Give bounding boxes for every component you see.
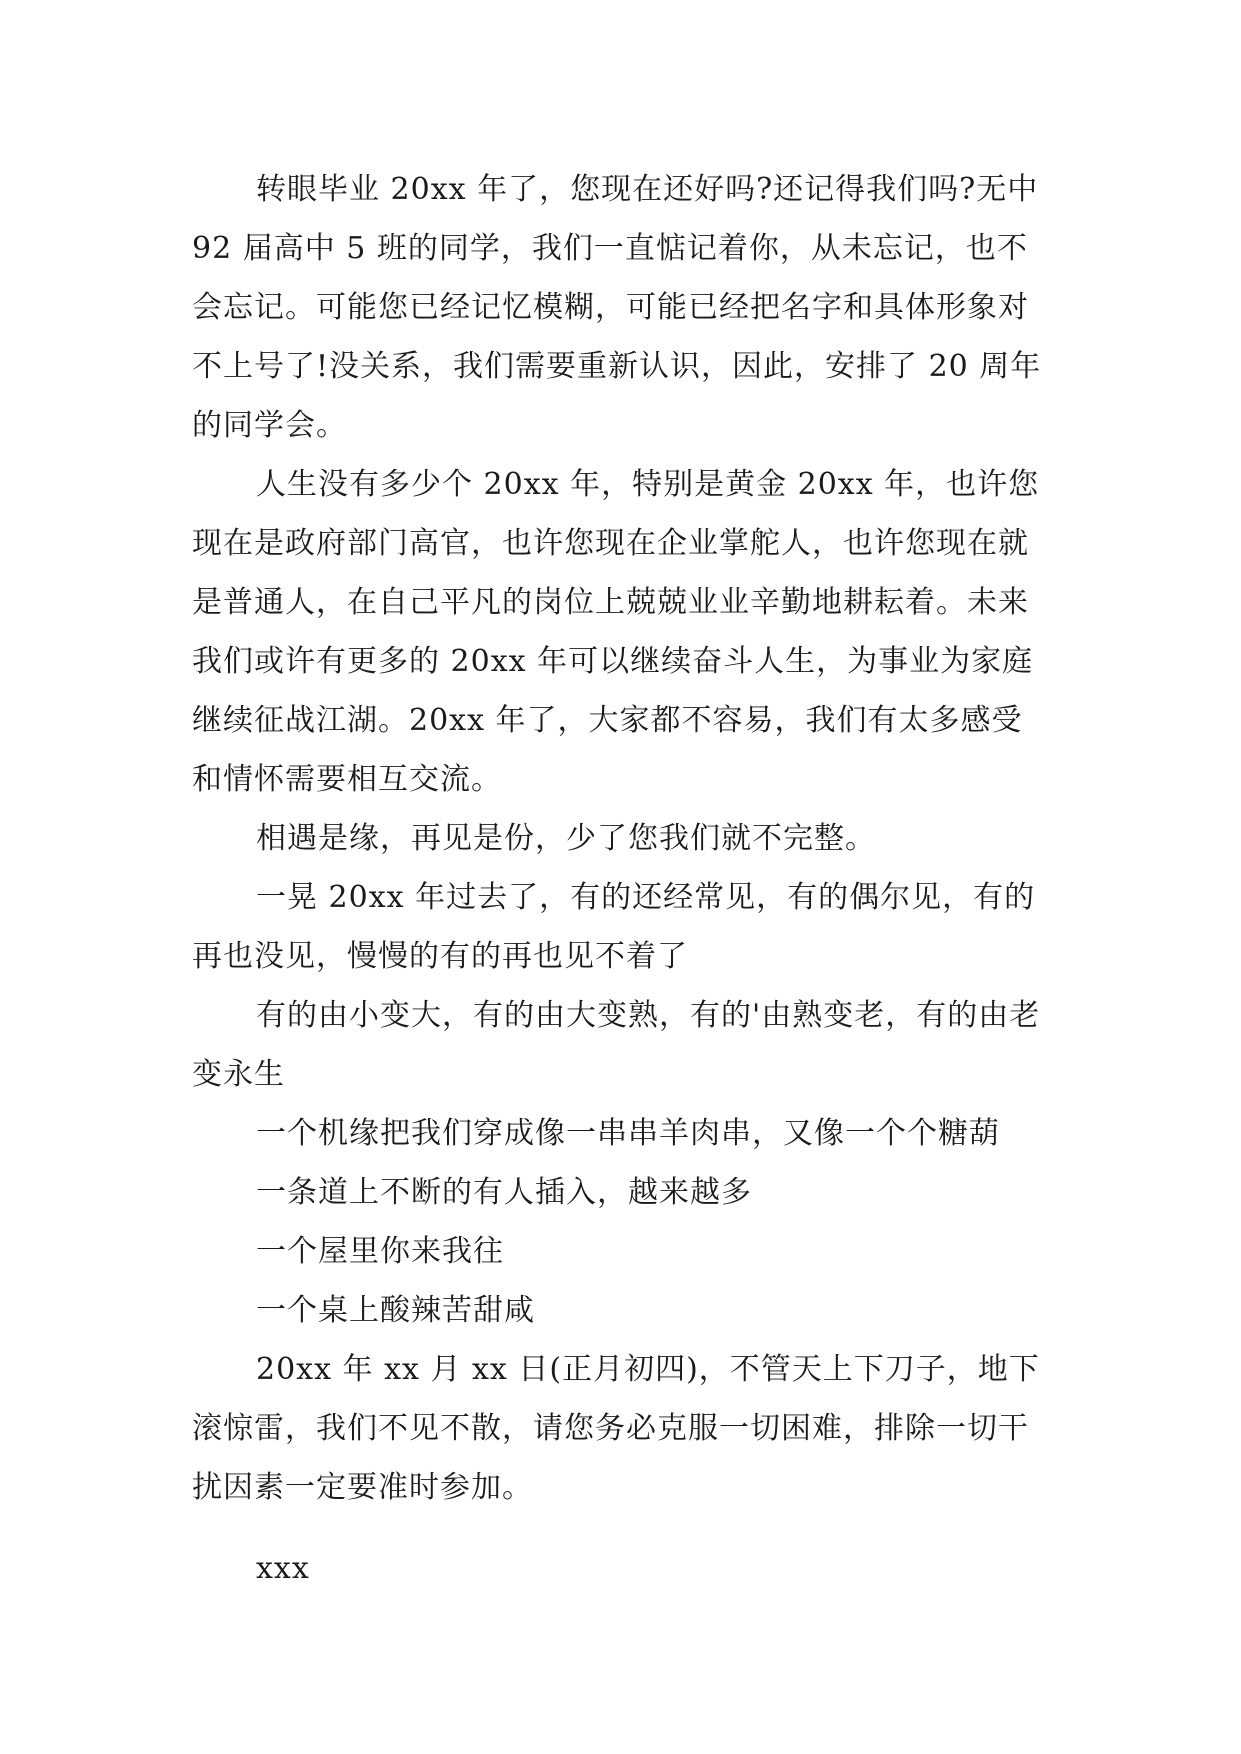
- paragraph-10: 20xx 年 xx 月 xx 日(正月初四)，不管天上下刀子，地下滚惊雷，我们不见不散，请您务必克服一切困难，排除一切干扰因素一定要准时参加。: [192, 1352, 1040, 1505]
- document-page: [192, 160, 1052, 1598]
- paragraph-4: 一晃 20xx 年过去了，有的还经常见，有的偶尔见，有的再也没见，慢慢的有的再也见不着了: [192, 880, 1036, 974]
- paragraph-9: 一个桌上酸辣苦甜咸: [256, 1293, 535, 1328]
- paragraph-7: 一条道上不断的有人插入，越来越多: [256, 1175, 752, 1210]
- paragraph-8: 一个屋里你来我往: [256, 1234, 504, 1269]
- paragraph-2: 人生没有多少个 20xx 年，特别是黄金 20xx 年，也许您现在是政府部门高官，也许您现在企业掌舵人，也许您现在就是普通人，在自己平凡的岗位上兢兢业业辛勤地耕耘着。未来我们或许有更多的 20xx 年可以继续奋斗人生，为事业为家庭继续征战江湖。20xx 年了，大家都不容易，我们有太多感受和情怀需要相互交流。: [192, 467, 1040, 797]
- paragraph-1: 转眼毕业 20xx 年了，您现在还好吗?还记得我们吗?无中 92 届高中 5 班的同学，我们一直惦记着你，从未忘记，也不会忘记。可能您已经记忆模糊，可能已经把名字和具体形象对不上号了!没关系，我们需要重新认识，因此，安排了 20 周年的同学会。: [192, 172, 1042, 443]
- paragraph-6: 一个机缘把我们穿成像一串串羊肉串，又像一个个糖葫: [256, 1116, 1000, 1151]
- paragraph-3: 相遇是缘，再见是份，少了您我们就不完整。: [256, 821, 876, 856]
- paragraph-5: 有的由小变大，有的由大变熟，有的'由熟变老，有的由老变永生: [192, 998, 1041, 1092]
- signature: xxx: [256, 1551, 310, 1586]
